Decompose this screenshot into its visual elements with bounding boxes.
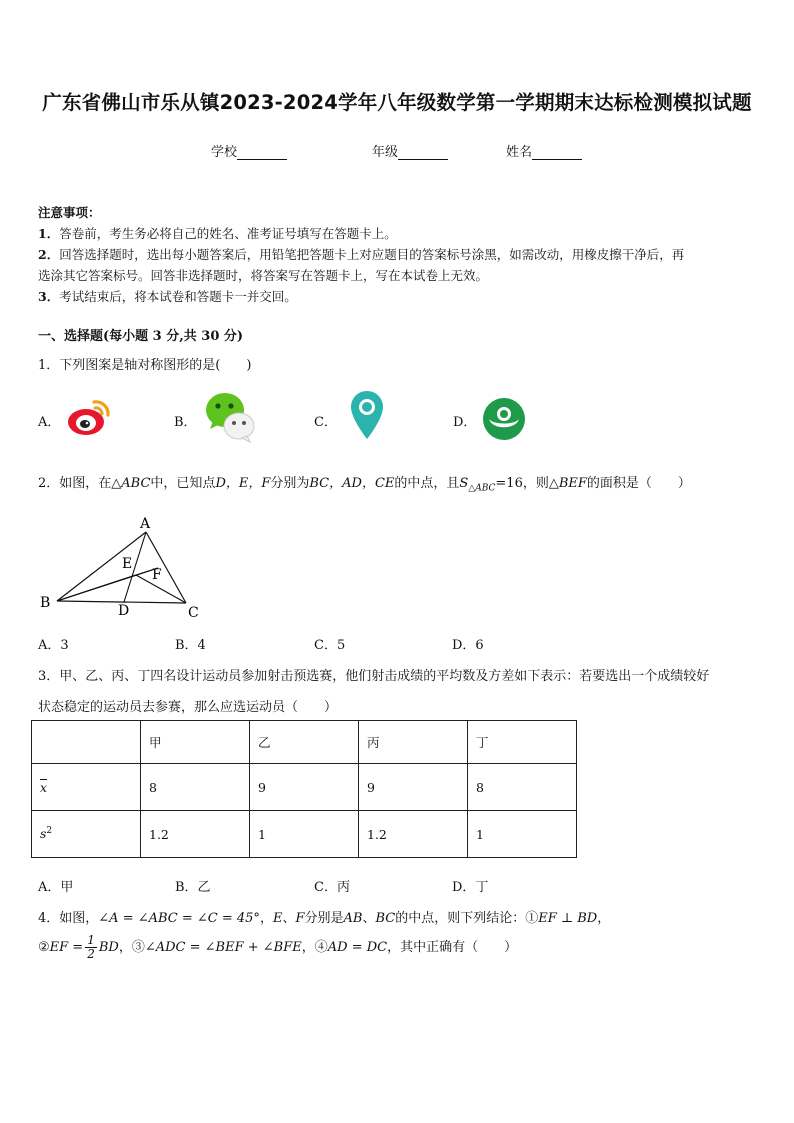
name-label: 姓名 [506, 145, 533, 160]
table-cell: 1.2 [359, 811, 468, 858]
q1-option-b-label: B． [174, 415, 197, 430]
table-header-cell: 丁 [468, 721, 577, 764]
fraction-one-half: $\frac{1}{2}$ [87, 933, 95, 961]
q3-option-b: B．乙 [175, 880, 211, 895]
q3-option-d: D．丁 [452, 880, 489, 895]
notes-heading: 注意事项： [38, 205, 101, 220]
segment-bf [57, 568, 158, 601]
table-cell: 1 [250, 811, 359, 858]
table-cell: 9 [359, 764, 468, 811]
side-ab [57, 532, 146, 601]
label-d: D [118, 603, 130, 619]
notes-block [38, 202, 758, 307]
mean-label-cell [32, 764, 141, 811]
triangle-figure [36, 512, 212, 622]
q3-option-a: A．甲 [38, 880, 74, 895]
table-row [32, 764, 577, 811]
table-cell: 1 [468, 811, 577, 858]
table-header-cell: 乙 [250, 721, 359, 764]
question-1-stem: 1．下列图案是轴对称图形的是( ) [38, 358, 252, 373]
table-header-row [32, 721, 577, 764]
school-field [211, 141, 287, 160]
q3-option-c: C．丙 [314, 880, 350, 895]
green-circle-logo-icon [482, 397, 526, 441]
note-item: 3．考试结束后，将本试卷和答题卡一并交回。 [38, 289, 297, 304]
q2-option-c: C．5 [314, 638, 346, 653]
label-f: F [152, 567, 162, 583]
q2-option-d: D．6 [452, 638, 484, 653]
question-4-line2: ②EF = $\frac{1}{2}$ BD，③∠ADC = ∠BEF + ∠BFE，④AD = DC，其中正确有（ ） [38, 933, 518, 961]
table-header-cell: 甲 [141, 721, 250, 764]
q2-option-a: A．3 [38, 638, 69, 653]
table-cell: 8 [468, 764, 577, 811]
table-header-cell: 丙 [359, 721, 468, 764]
location-pin-icon [349, 389, 385, 441]
page-title: 广东省佛山市乐从镇2023-2024学年八年级数学第一学期期末达标检测模拟试题 [42, 91, 752, 114]
question-3-stem-line1: 3．甲、乙、丙、丁四名设计运动员参加射击预选赛，他们射击成绩的平均数及方差如下表示：若要选出一个成绩较好 [38, 669, 710, 684]
variance-symbol: s [40, 826, 47, 842]
label-e: E [122, 556, 133, 572]
score-table [31, 720, 577, 858]
grade-label: 年级 [372, 145, 399, 160]
q1-option-d-label: D． [453, 415, 477, 430]
question-4-line1: 4．如图，∠A = ∠ABC = ∠C = 45°，E、F分别是AB、BC的中点，则下列结论：①EF ⊥ BD， [38, 911, 611, 926]
label-a: A [140, 516, 151, 532]
q1-option-a-label: A． [38, 415, 61, 430]
name-field [506, 141, 582, 160]
note-item: 选涂其它答案标号。回答非选择题时，将答案写在答题卡上，写在本试卷上无效。 [38, 268, 489, 283]
note-item: 1．答卷前，考生务必将自己的姓名、准考证号填写在答题卡上。 [38, 226, 397, 241]
table-cell: 1.2 [141, 811, 250, 858]
label-c: C [188, 605, 199, 621]
table-cell: 8 [141, 764, 250, 811]
grade-field [372, 141, 448, 160]
label-b: B [40, 595, 51, 611]
variance-label-cell: $s^2$ [32, 811, 141, 858]
table-header-cell [32, 721, 141, 764]
weibo-logo-icon [64, 392, 114, 442]
name-blank [532, 146, 582, 160]
question-3-stem-line2: 状态稳定的运动员去参赛，那么应选运动员（ ） [38, 700, 338, 715]
q1-option-c-label: C． [314, 415, 337, 430]
section-title: 一、选择题(每小题 3 分,共 30 分) [38, 329, 244, 344]
school-label: 学校 [211, 145, 238, 160]
q2-option-b: B．4 [175, 638, 206, 653]
question-2-stem: 2．如图，在△ABC中，已知点D，E，F分别为BC，AD，CE的中点，且$S_{\triangle ABC}=16$，则△BEF的面积是（ ） [38, 476, 691, 494]
wechat-logo-icon [203, 388, 259, 446]
mean-symbol: $\overline{x}$ [40, 779, 48, 795]
note-item: 2．回答选择题时，选出每小题答案后，用铅笔把答题卡上对应题目的答案标号涂黑，如需改动，用橡皮擦干净后，再 [38, 247, 685, 262]
school-blank [237, 146, 287, 160]
table-cell: 9 [250, 764, 359, 811]
grade-blank [398, 146, 448, 160]
table-row [32, 811, 577, 858]
